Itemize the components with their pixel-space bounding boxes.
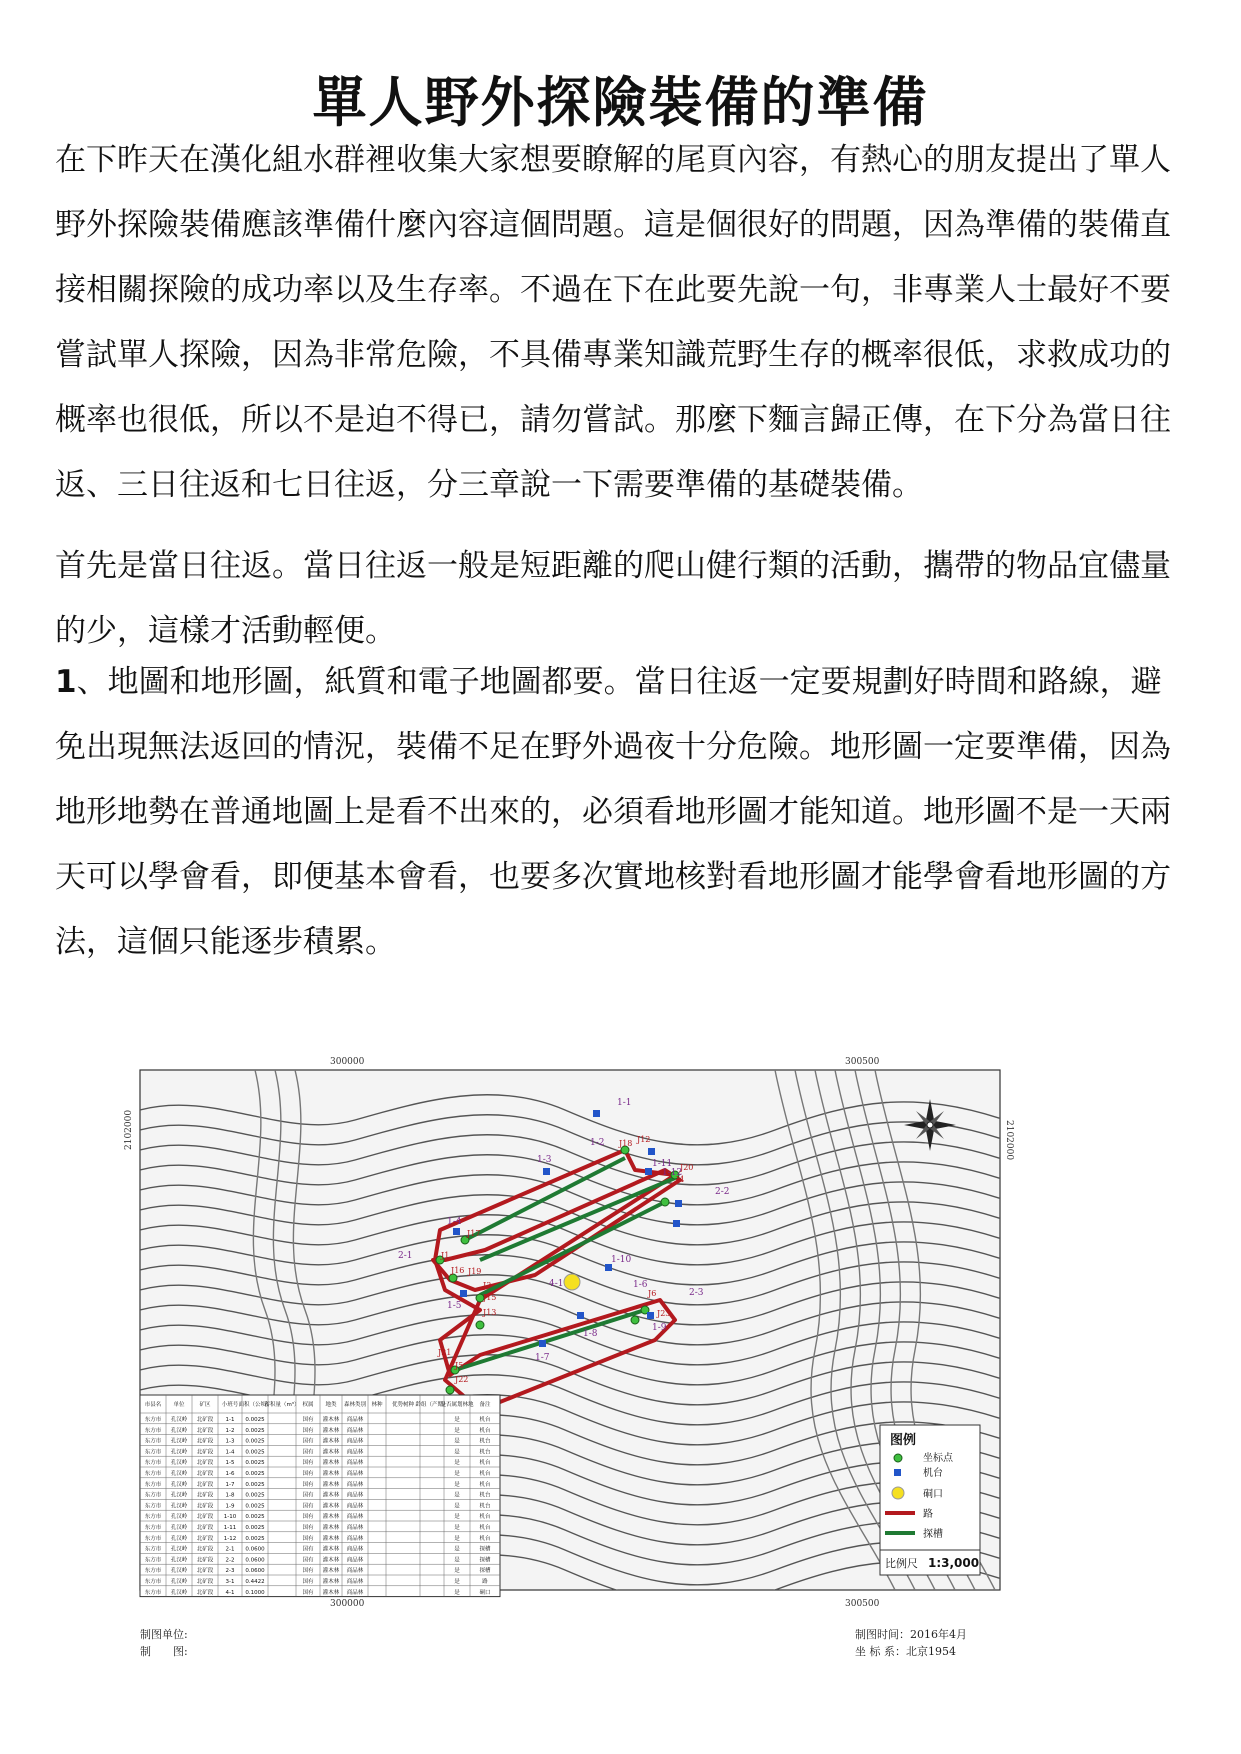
table-cell: 灌木林 — [322, 1589, 340, 1596]
table-cell: 0.0025 — [245, 1460, 265, 1467]
table-cell: 商品林 — [346, 1557, 364, 1564]
table-cell: 国有 — [302, 1427, 314, 1434]
table-header-cell: 森林类别 — [343, 1402, 367, 1408]
table-cell: 1-5 — [225, 1460, 235, 1467]
table-cell: 2-3 — [225, 1568, 235, 1575]
label-1-5: 1-5 — [447, 1301, 462, 1311]
table-cell: 1-1 — [225, 1417, 235, 1423]
table-cell: 东方市 — [144, 1589, 162, 1596]
table-cell: 东方市 — [144, 1579, 162, 1585]
table-cell: 0.1000 — [245, 1589, 265, 1596]
table-cell: 国有 — [302, 1449, 314, 1456]
table-cell: 商品林 — [346, 1568, 364, 1575]
table-cell: 灌木林 — [322, 1471, 340, 1477]
table-cell: 商品林 — [346, 1546, 364, 1553]
table-cell: 孔汉岭 — [170, 1492, 188, 1499]
table-cell: 东方市 — [144, 1557, 162, 1564]
table-cell: 灌木林 — [322, 1481, 340, 1488]
table-header-cell: 单位 — [173, 1402, 185, 1408]
table-cell: 国有 — [302, 1557, 314, 1564]
table-cell: 商品林 — [346, 1427, 364, 1434]
table-cell: 国有 — [302, 1525, 314, 1531]
point-j19: J19 — [468, 1267, 482, 1276]
coordinate-point-icon — [894, 1454, 902, 1462]
table-cell: 是 — [454, 1438, 460, 1445]
table-cell: 商品林 — [346, 1460, 364, 1467]
legend-title: 图例 — [890, 1433, 917, 1448]
point-j15: J15 — [483, 1293, 497, 1302]
table-cell: 孔汉岭 — [170, 1503, 188, 1510]
table-cell: 0.0025 — [245, 1438, 265, 1445]
table-cell: 东方市 — [144, 1535, 162, 1542]
table-cell: 商品林 — [346, 1481, 364, 1488]
label-4-1: 4-1 — [549, 1279, 564, 1289]
table-cell: 东方市 — [144, 1449, 162, 1456]
table-cell: 灌木林 — [322, 1438, 340, 1445]
table-cell: 国有 — [302, 1492, 314, 1499]
table-cell: 2-2 — [225, 1557, 235, 1564]
point-j3: J3 — [483, 1281, 492, 1290]
coord-right: 2102000 — [1004, 1120, 1014, 1161]
item-1-number: 1 — [55, 664, 77, 700]
table-cell: 机台 — [479, 1503, 491, 1510]
table-cell: 灌木林 — [322, 1579, 340, 1585]
coord-bottom-right: 300500 — [845, 1599, 880, 1609]
table-cell: 商品林 — [346, 1492, 364, 1499]
point-j23: J23 — [657, 1309, 671, 1318]
footer-coordinate-system: 坐 标 系：北京1954 — [855, 1645, 956, 1658]
table-cell: 1-4 — [225, 1449, 235, 1456]
table-cell: 1-2 — [225, 1427, 235, 1434]
table-cell: 探槽 — [479, 1568, 491, 1575]
table-cell: 商品林 — [346, 1579, 364, 1585]
topographic-map — [124, 1050, 1110, 1710]
table-cell: 孔汉岭 — [170, 1579, 188, 1585]
table-cell: 机台 — [479, 1481, 491, 1488]
table-cell: 国有 — [302, 1503, 314, 1510]
table-cell: 是 — [454, 1525, 460, 1531]
table-cell: 孔汉岭 — [170, 1514, 188, 1521]
table-header-cell: 林种 — [371, 1402, 383, 1408]
point-j12: J12 — [637, 1135, 651, 1144]
table-cell: 北矿段 — [196, 1525, 214, 1531]
table-cell: 1-3 — [225, 1438, 235, 1445]
table-cell: 商品林 — [346, 1525, 364, 1531]
table-cell: 孔汉岭 — [170, 1427, 188, 1434]
point-j4: J4 — [676, 1175, 685, 1184]
label-1-2: 1-2 — [590, 1138, 605, 1148]
table-cell: 0.0025 — [245, 1471, 265, 1477]
table-cell: 商品林 — [346, 1449, 364, 1456]
label-1-10: 1-10 — [611, 1255, 632, 1265]
table-cell: 1-10 — [223, 1514, 237, 1521]
table-cell: 是 — [454, 1471, 460, 1477]
table-cell: 0.0025 — [245, 1492, 265, 1499]
topographic-map-svg — [124, 1050, 1110, 1710]
table-cell: 机台 — [479, 1417, 491, 1423]
table-header-cell: 矿区 — [199, 1402, 211, 1408]
table-cell: 东方市 — [144, 1514, 162, 1521]
table-cell: 0.0025 — [245, 1514, 265, 1521]
point-j20: J20 — [680, 1163, 694, 1172]
table-cell: 孔汉岭 — [170, 1535, 188, 1542]
table-cell: 东方市 — [144, 1427, 162, 1434]
table-cell: 国有 — [302, 1546, 314, 1553]
table-cell: 0.4422 — [245, 1579, 265, 1585]
table-cell: 0.0025 — [245, 1427, 265, 1434]
table-cell: 是 — [454, 1492, 460, 1499]
table-cell: 0.0025 — [245, 1481, 265, 1488]
table-cell: 是 — [454, 1557, 460, 1564]
table-cell: 北矿段 — [196, 1589, 214, 1596]
table-cell: 东方市 — [144, 1492, 162, 1499]
table-cell: 孔汉岭 — [170, 1417, 188, 1423]
point-j1: J1 — [441, 1251, 450, 1260]
table-cell: 北矿段 — [196, 1438, 214, 1445]
adit-icon — [892, 1487, 904, 1499]
table-cell: 东方市 — [144, 1568, 162, 1575]
table-cell: 孔汉岭 — [170, 1546, 188, 1553]
table-cell: 北矿段 — [196, 1449, 214, 1456]
table-cell: 北矿段 — [196, 1460, 214, 1467]
page-title: 單人野外探險裝備的準備 — [312, 71, 929, 134]
table-cell: 是 — [454, 1460, 460, 1467]
legend-item-coordinate: 坐标点 — [923, 1453, 953, 1464]
legend-item-rig: 机台 — [923, 1468, 943, 1479]
drill-rig-icon — [894, 1469, 901, 1476]
table-header-cell: 蓄积量（m³） — [264, 1402, 300, 1408]
table-cell: 商品林 — [346, 1503, 364, 1510]
coord-top-left: 300000 — [330, 1057, 365, 1067]
attribute-table — [140, 1395, 500, 1597]
table-cell: 是 — [454, 1546, 460, 1553]
item-1-paragraph — [55, 650, 1190, 975]
table-cell: 孔汉岭 — [170, 1460, 188, 1467]
table-cell: 北矿段 — [196, 1503, 214, 1510]
table-cell: 探槽 — [479, 1557, 491, 1564]
table-cell: 北矿段 — [196, 1535, 214, 1542]
table-cell: 是 — [454, 1503, 460, 1510]
table-cell: 是 — [454, 1568, 460, 1575]
table-cell: 国有 — [302, 1460, 314, 1467]
table-cell: 北矿段 — [196, 1546, 214, 1553]
table-header-cell: 优势树种 — [391, 1402, 415, 1408]
label-1-4: 1-4 — [447, 1217, 462, 1227]
point-j16: J16 — [451, 1266, 465, 1275]
table-cell: 国有 — [302, 1514, 314, 1521]
table-cell: 0.0025 — [245, 1535, 265, 1542]
table-header-cell: 面积（公顷） — [238, 1402, 272, 1408]
table-cell: 4-1 — [225, 1589, 235, 1596]
label-1-7: 1-7 — [535, 1353, 550, 1363]
label-2-3: 2-3 — [689, 1288, 704, 1298]
table-cell: 是 — [454, 1589, 460, 1596]
label-1-6: 1-6 — [633, 1280, 648, 1290]
footer-unit-label: 制图单位: — [140, 1628, 188, 1641]
map-legend — [880, 1425, 980, 1575]
table-cell: 灌木林 — [322, 1568, 340, 1575]
table-cell: 0.0025 — [245, 1449, 265, 1456]
coord-bottom-left: 300000 — [330, 1599, 365, 1609]
table-cell: 北矿段 — [196, 1557, 214, 1564]
table-cell: 灌木林 — [322, 1557, 340, 1564]
table-cell: 2-1 — [225, 1546, 235, 1553]
label-1-11: 1-11 — [652, 1159, 673, 1169]
table-cell: 东方市 — [144, 1460, 162, 1467]
table-cell: 孔汉岭 — [170, 1568, 188, 1575]
table-header-cell: 是否属划林地 — [440, 1402, 474, 1408]
table-cell: 灌木林 — [322, 1503, 340, 1510]
table-cell: 孔汉岭 — [170, 1449, 188, 1456]
table-cell: 国有 — [302, 1471, 314, 1477]
table-cell: 是 — [454, 1514, 460, 1521]
table-cell: 商品林 — [346, 1514, 364, 1521]
table-cell: 机台 — [479, 1535, 491, 1542]
table-cell: 0.0025 — [245, 1525, 265, 1531]
table-header-cell: 权属 — [302, 1402, 314, 1408]
table-cell: 硐口 — [479, 1589, 491, 1596]
table-cell: 路 — [482, 1579, 488, 1585]
coord-left: 2102000 — [124, 1109, 134, 1150]
table-cell: 北矿段 — [196, 1492, 214, 1499]
table-cell: 1-12 — [223, 1535, 237, 1542]
label-1-3: 1-3 — [537, 1155, 552, 1165]
table-cell: 孔汉岭 — [170, 1438, 188, 1445]
table-cell: 北矿段 — [196, 1427, 214, 1434]
table-header-cell: 小班号 — [221, 1402, 239, 1408]
scale-label: 比例尺 — [885, 1557, 918, 1570]
label-2-2: 2-2 — [715, 1187, 730, 1197]
point-j22: J22 — [455, 1375, 469, 1384]
table-cell: 东方市 — [144, 1471, 162, 1477]
table-cell: 国有 — [302, 1568, 314, 1575]
table-cell: 东方市 — [144, 1417, 162, 1423]
table-cell: 北矿段 — [196, 1568, 214, 1575]
table-cell: 灌木林 — [322, 1514, 340, 1521]
table-header-cell: 备注 — [479, 1402, 491, 1408]
table-cell: 灌木林 — [322, 1492, 340, 1499]
table-cell: 0.0600 — [245, 1546, 265, 1553]
table-cell: 灌木林 — [322, 1417, 340, 1423]
label-1-9: 1-9 — [652, 1323, 667, 1333]
point-j18: J18 — [619, 1139, 633, 1148]
intro-paragraph: 在下昨天在漢化組水群裡收集大家想要瞭解的尾頁內容，有熱心的朋友提出了單人野外探險裝備應該準備什麼內容這個問題。這是個很好的問題，因為準備的裝備直接相關探險的成功率以及生存率。不過在下在此要先說一句，非專業人士最好不要嘗試單人探險，因為非常危險，不具備專業知識荒野生存的概率很低，求救成功的概率也很低，所以不是迫不得已，請勿嘗試。那麼下麵言歸正傳，在下分為當日往返、三日往返和七日往返，分三章說一下需要準備的基礎裝備。 — [55, 142, 1171, 503]
point-j6: J6 — [648, 1289, 657, 1298]
table-cell: 0.0025 — [245, 1503, 265, 1510]
point-j5: J5 — [455, 1361, 464, 1370]
table-cell: 是 — [454, 1481, 460, 1488]
label-1-8: 1-8 — [583, 1329, 598, 1339]
table-cell: 机台 — [479, 1492, 491, 1499]
point-j21: J21 — [438, 1348, 452, 1357]
table-cell: 1-11 — [223, 1525, 237, 1531]
table-cell: 1-9 — [225, 1503, 235, 1510]
table-cell: 是 — [454, 1427, 460, 1434]
label-1-12: 1-12 — [662, 1168, 683, 1178]
adit-marker — [564, 1274, 580, 1290]
table-cell: 机台 — [479, 1449, 491, 1456]
table-cell: 国有 — [302, 1579, 314, 1585]
table-cell: 国有 — [302, 1535, 314, 1542]
table-cell: 灌木林 — [322, 1449, 340, 1456]
table-cell: 东方市 — [144, 1481, 162, 1488]
point-j17: J17 — [467, 1229, 481, 1238]
table-cell: 是 — [454, 1579, 460, 1585]
table-cell: 1-7 — [225, 1481, 235, 1488]
table-cell: 国有 — [302, 1589, 314, 1596]
table-cell: 商品林 — [346, 1417, 364, 1423]
table-cell: 北矿段 — [196, 1417, 214, 1423]
table-cell: 机台 — [479, 1460, 491, 1467]
table-cell: 0.0025 — [245, 1417, 265, 1423]
table-cell: 灌木林 — [322, 1460, 340, 1467]
label-1-1: 1-1 — [617, 1098, 632, 1108]
table-cell: 东方市 — [144, 1438, 162, 1445]
table-cell: 孔汉岭 — [170, 1471, 188, 1477]
table-cell: 东方市 — [144, 1525, 162, 1531]
table-cell: 商品林 — [346, 1471, 364, 1477]
table-cell: 1-6 — [225, 1471, 235, 1477]
coord-top-right: 300500 — [845, 1057, 880, 1067]
table-cell: 东方市 — [144, 1503, 162, 1510]
table-cell: 0.0600 — [245, 1568, 265, 1575]
table-header-cell: 市县名 — [144, 1402, 162, 1408]
table-cell: 孔汉岭 — [170, 1557, 188, 1564]
table-cell: 孔汉岭 — [170, 1525, 188, 1531]
footer-maker-label: 制 图: — [140, 1645, 188, 1658]
table-cell: 灌木林 — [322, 1427, 340, 1434]
table-cell: 北矿段 — [196, 1514, 214, 1521]
table-cell: 机台 — [479, 1525, 491, 1531]
footer-time: 制图时间：2016年4月 — [855, 1628, 967, 1641]
table-cell: 商品林 — [346, 1438, 364, 1445]
table-cell: 机台 — [479, 1514, 491, 1521]
table-cell: 商品林 — [346, 1535, 364, 1542]
table-cell: 1-8 — [225, 1492, 235, 1499]
legend-item-road: 路 — [923, 1509, 933, 1520]
table-cell: 灌木林 — [322, 1535, 340, 1542]
table-cell: 是 — [454, 1449, 460, 1456]
point-j13: J13 — [483, 1308, 497, 1317]
table-cell: 北矿段 — [196, 1481, 214, 1488]
table-cell: 机台 — [479, 1438, 491, 1445]
scale-value: 1:3,000 — [928, 1556, 980, 1570]
table-cell: 是 — [454, 1417, 460, 1423]
table-cell: 商品林 — [346, 1589, 364, 1596]
table-cell: 机台 — [479, 1471, 491, 1477]
legend-item-adit: 硐口 — [923, 1489, 943, 1500]
table-cell: 北矿段 — [196, 1579, 214, 1585]
table-cell: 国有 — [302, 1438, 314, 1445]
table-cell: 是 — [454, 1535, 460, 1542]
item-1-text: 、地圖和地形圖，紙質和電子地圖都要。當日往返一定要規劃好時間和路線，避免出現無法返回的情況，裝備不足在野外過夜十分危險。地形圖一定要準備，因為地形地勢在普通地圖上是看不出來的，必須看地形圖才能知道。地形圖不是一天兩天可以學會看，即便基本會看，也要多次實地核對看地形圖才能學會看地形圖的方法，這個只能逐步積累。 — [55, 664, 1171, 960]
label-2-1: 2-1 — [398, 1251, 413, 1261]
table-cell: 东方市 — [144, 1546, 162, 1553]
table-cell: 孔汉岭 — [170, 1481, 188, 1488]
table-cell: 灌木林 — [322, 1525, 340, 1531]
table-header-cell: 龄组（产期） — [415, 1402, 449, 1408]
table-cell: 3-1 — [225, 1579, 235, 1585]
table-cell: 探槽 — [479, 1546, 491, 1553]
table-cell: 孔汉岭 — [170, 1589, 188, 1596]
table-cell: 国有 — [302, 1481, 314, 1488]
same-day-paragraph: 首先是當日往返。當日往返一般是短距離的爬山健行類的活動，攜帶的物品宜儘量的少，這樣才活動輕便。 — [55, 548, 1171, 649]
table-cell: 北矿段 — [196, 1471, 214, 1477]
table-cell: 0.0600 — [245, 1557, 265, 1564]
table-cell: 灌木林 — [322, 1546, 340, 1553]
table-header-cell: 地类 — [325, 1402, 337, 1408]
table-cell: 国有 — [302, 1417, 314, 1423]
table-cell: 机台 — [479, 1427, 491, 1434]
legend-item-trench: 探槽 — [923, 1529, 943, 1540]
